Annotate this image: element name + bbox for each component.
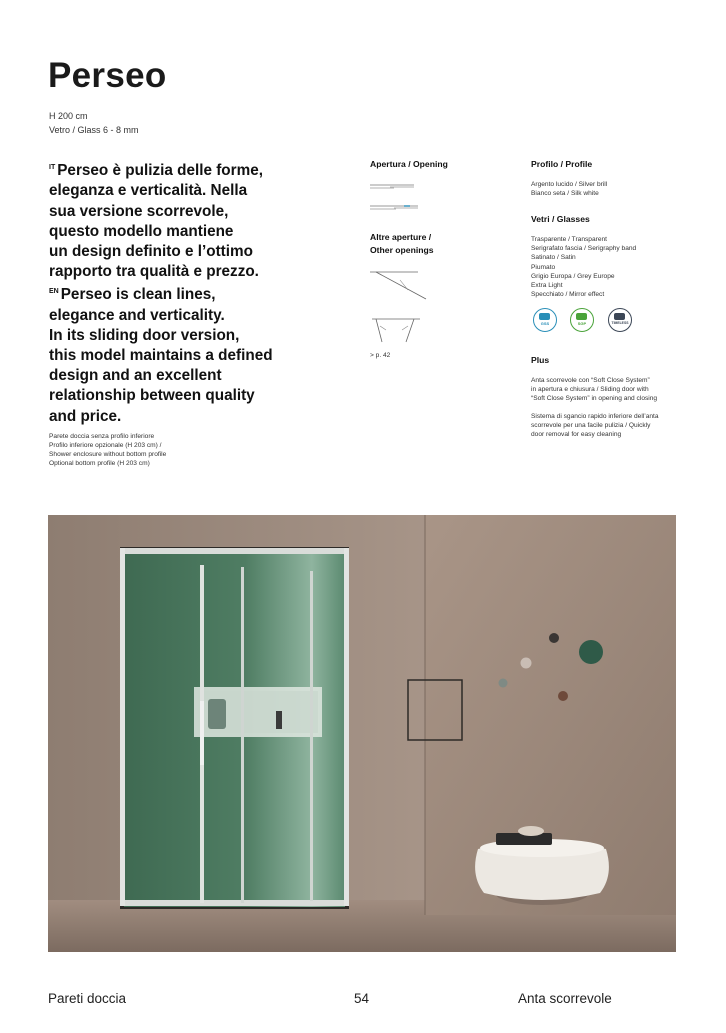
intro-it-line: un design definito e l’ottimo xyxy=(49,242,253,260)
intro-en-line: design and an excellent xyxy=(49,367,222,385)
spec-glass: Vetro / Glass 6 - 8 mm xyxy=(49,125,139,135)
glass-item: Satinato / Satin xyxy=(531,254,576,262)
lang-tag-en: EN xyxy=(49,288,59,296)
footer-section: Pareti doccia xyxy=(48,991,127,1006)
glasses-list xyxy=(531,235,636,299)
plus-heading: Plus xyxy=(531,355,550,365)
intro-en-line: and price. xyxy=(49,407,122,425)
intro-it-line: sua versione scorrevole, xyxy=(49,202,229,220)
page-reference: > p. 42 xyxy=(370,352,391,359)
profile-list xyxy=(531,180,607,198)
plus-feature-soft-close: Anta scorrevole con “Soft Close System” in apertura e chiusura / Sliding door with “Soft Close System” in opening and closing xyxy=(531,377,658,403)
opening-diagram xyxy=(370,180,422,216)
opening-heading: Apertura / Opening xyxy=(370,159,448,169)
product-photo xyxy=(48,515,676,952)
glass-item: Specchiato / Mirror effect xyxy=(531,291,605,299)
glasses-heading: Vetri / Glasses xyxy=(531,214,590,224)
sgp-badge-icon: SGP xyxy=(570,308,594,332)
intro-en-line: $^{EN}$ Perseo is clean lines, xyxy=(49,286,216,304)
timeless-badge-icon: TIMELESS xyxy=(608,308,632,332)
profile-item: Bianco seta / Silk white xyxy=(531,190,599,198)
arrow-icon xyxy=(576,313,587,320)
arrow-icon xyxy=(539,313,550,320)
glass-item: Piumato xyxy=(531,263,556,271)
plus-feature-quick-release: Sistema di sgancio rapido inferiore dell’anta scorrevole per una facile pulizia / Quickly door removal for easy cleaning xyxy=(531,413,659,439)
intro-en-line: this model maintains a defined xyxy=(49,347,273,365)
footer-category: Anta scorrevole xyxy=(518,991,612,1006)
intro-it-line: eleganza e verticalità. Nella xyxy=(49,182,248,200)
glass-item: Grigio Europa / Grey Europe xyxy=(531,272,615,280)
other-openings-diagram xyxy=(370,264,428,346)
intro-en-line: relationship between quality xyxy=(49,387,255,405)
intro-text xyxy=(49,158,349,427)
profile-heading: Profilo / Profile xyxy=(531,159,593,169)
profile-item: Argento lucido / Silver brill xyxy=(531,181,608,188)
glass-item: Serigrafato fascia / Serigraphy band xyxy=(531,245,637,253)
glass-item: Extra Light xyxy=(531,282,563,290)
intro-it-line: questo modello mantiene xyxy=(49,222,234,240)
intro-it-line: rapporto tra qualità e prezzo. xyxy=(49,263,259,281)
other-openings-heading: Altre aperture / Other openings xyxy=(370,232,434,255)
page-title: Perseo xyxy=(48,56,167,95)
arrow-icon xyxy=(614,313,625,320)
intro-en-line: elegance and verticality. xyxy=(49,306,225,324)
spec-height: H 200 cm xyxy=(49,111,88,121)
profile-note: Parete doccia senza profilo inferiore Profilo inferiore opzionale (H 203 cm) / Shower enclosure without bottom profile Optional bottom profile (H 203 cm) xyxy=(49,433,167,467)
page-number: 54 xyxy=(354,991,370,1006)
shower-scene-image xyxy=(48,515,676,952)
intro-it-line: $^{IT}$ Perseo è pulizia delle forme, xyxy=(49,162,263,180)
glass-item: Trasparente / Transparent xyxy=(531,236,607,243)
gss-badge-icon: GSS xyxy=(533,308,557,332)
lang-tag-it: IT xyxy=(49,164,56,171)
intro-en-line: In its sliding door version, xyxy=(49,326,240,344)
